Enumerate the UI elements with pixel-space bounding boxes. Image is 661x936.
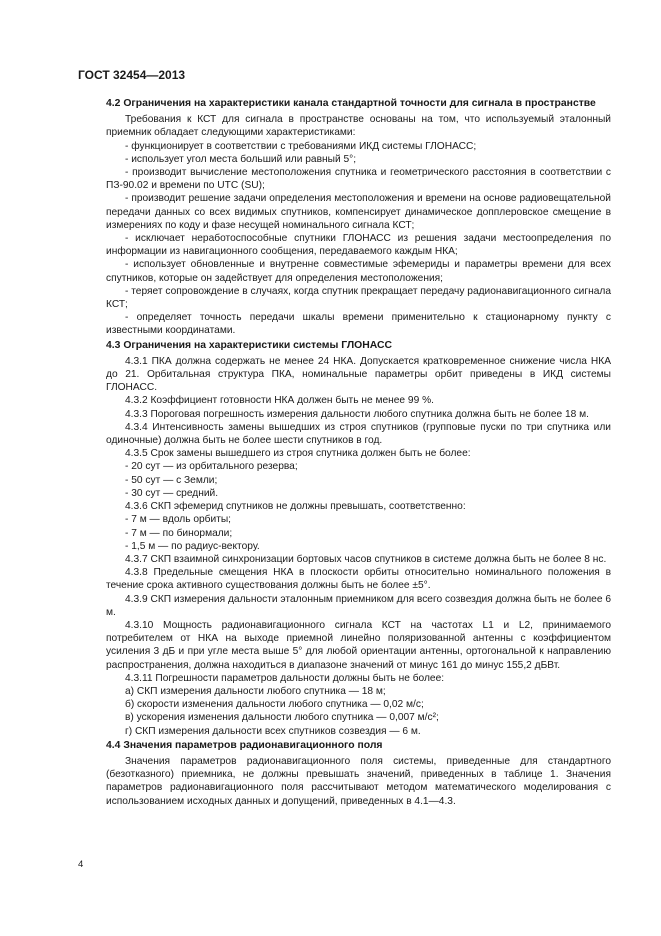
paragraph: 4.3.1 ПКА должна содержать не менее 24 НКА. Допускается кратковременное снижение числа НКА до 21. Орбитальная структура ПКА, номинальные параметры орбит приведены в ИКД системы ГЛОНАСС. xyxy=(106,355,611,394)
paragraph: Значения параметров радионавигационного поля системы, приведенные для стандартного (безотказного) приемника, не должны превышать значений, приведенных в таблице 1. Значения параметров радионавигационного поля рассчитывают методом математического моделирования с использованием исходных данных и допущений, приведенных в 4.1—4.3. xyxy=(106,755,611,807)
list-item: - 1,5 м — по радиус-вектору. xyxy=(125,540,260,552)
page-number: 4 xyxy=(78,859,84,870)
list-item: - функционирует в соответствии с требованиями ИКД системы ГЛОНАСС; xyxy=(125,140,477,152)
paragraph: 4.3.7 СКП взаимной синхронизации бортовых часов спутников в системе должна быть не более 8 нс. xyxy=(125,553,607,565)
list-item: - 50 сут — с Земли; xyxy=(125,474,218,486)
list-item: - использует угол места больший или равный 5°; xyxy=(125,153,357,165)
list-item: а) СКП измерения дальности любого спутника — 18 м; xyxy=(125,685,386,697)
list-item: - 7 м — вдоль орбиты; xyxy=(125,514,232,526)
paragraph: 4.3.8 Предельные смещения НКА в плоскости орбиты относительно номинального положения в течение срока активного существования должны быть не более ±5°. xyxy=(106,567,611,592)
paragraph: 4.3.6 СКП эфемерид спутников не должны превышать, соответственно: xyxy=(125,501,466,513)
list-item: - 20 сут — из орбитального резерва; xyxy=(125,461,298,473)
list-item: - определяет точность передачи шкалы времени применительно к стационарному пункту с известными координатами. xyxy=(106,312,611,337)
list-item: в) ускорения изменения дальности любого спутника — 0,007 м/с²; xyxy=(125,712,439,724)
section-heading-4-3: 4.3 Ограничения на характеристики системы ГЛОНАСС xyxy=(106,339,392,351)
paragraph: 4.3.5 Срок замены вышедшего из строя спутника должен быть не более: xyxy=(125,448,471,460)
section-intro: Требования к КСТ для сигнала в пространстве основаны на том, что используемый эталонный приемник обладает следующими характеристиками: xyxy=(106,114,611,139)
paragraph: 4.3.11 Погрешности параметров дальности должны быть не более: xyxy=(125,672,445,684)
list-item: - производит решение задачи определения местоположения и времени на основе радиовещательной передачи данных со всех видимых спутников, компенсирует динамическое допплеровское смещение в измерениях по коду и фазе несущей номинального сигнала КСТ; xyxy=(106,193,611,231)
section-heading-4-4: 4.4 Значения параметров радионавигационного поля xyxy=(106,739,383,751)
list-item: б) скорости изменения дальности любого спутника — 0,02 м/с; xyxy=(125,699,424,711)
list-item: - исключает неработоспособные спутники ГЛОНАСС из решения задачи местоопределения по информации из навигационного сообщения, передаваемого каждым НКА; xyxy=(106,233,611,258)
list-item: - теряет сопровождение в случаях, когда спутник прекращает передачу радионавигационного сигнала КСТ; xyxy=(106,285,611,311)
list-item: - использует обновленные и внутренне совместимые эфемериды и параметры времени для всех спутников, которые он задействует для определения местоположения; xyxy=(106,259,611,284)
list-item: г) СКП измерения дальности всех спутников созвездия — 6 м. xyxy=(125,725,421,737)
list-item: - 30 сут — средний. xyxy=(125,487,219,499)
paragraph: 4.3.9 СКП измерения дальности эталонным приемником для всего созвездия должна быть не более 6 м. xyxy=(106,593,611,618)
page-content xyxy=(106,96,611,808)
paragraph: 4.3.10 Мощность радионавигационного сигнала КСТ на частотах L1 и L2, принимаемого потребителем от НКА на выходе приемной линейно поляризованной антенны с коэффициентом усиления 3 дБ и при угле места выше 5° для любой ориентации антенны, ортогональной к направлению распространения, должна находиться в диапазоне значений от минус 161 до минус 155,2 дБВт. xyxy=(106,619,611,671)
paragraph: 4.3.2 Коэффициент готовности НКА должен быть не менее 99 %. xyxy=(125,395,434,407)
list-item: - производит вычисление местоположения спутника и геометрического расстояния в соответствии с ПЗ-90.02 и времени по UTC (SU); xyxy=(106,167,611,192)
paragraph: 4.3.4 Интенсивность замены вышедших из строя спутников (групповые пуски по три спутника или одиночные) должна быть не более шести спутников в год. xyxy=(106,421,611,447)
section-heading-4-2: 4.2 Ограничения на характеристики канала стандартной точности для сигнала в пространстве xyxy=(106,98,596,109)
document-code: ГОСТ 32454—2013 xyxy=(78,68,186,82)
list-item: - 7 м — по бинормали; xyxy=(125,527,233,539)
paragraph: 4.3.3 Пороговая погрешность измерения дальности любого спутника должна быть не более 18 м. xyxy=(125,408,589,420)
